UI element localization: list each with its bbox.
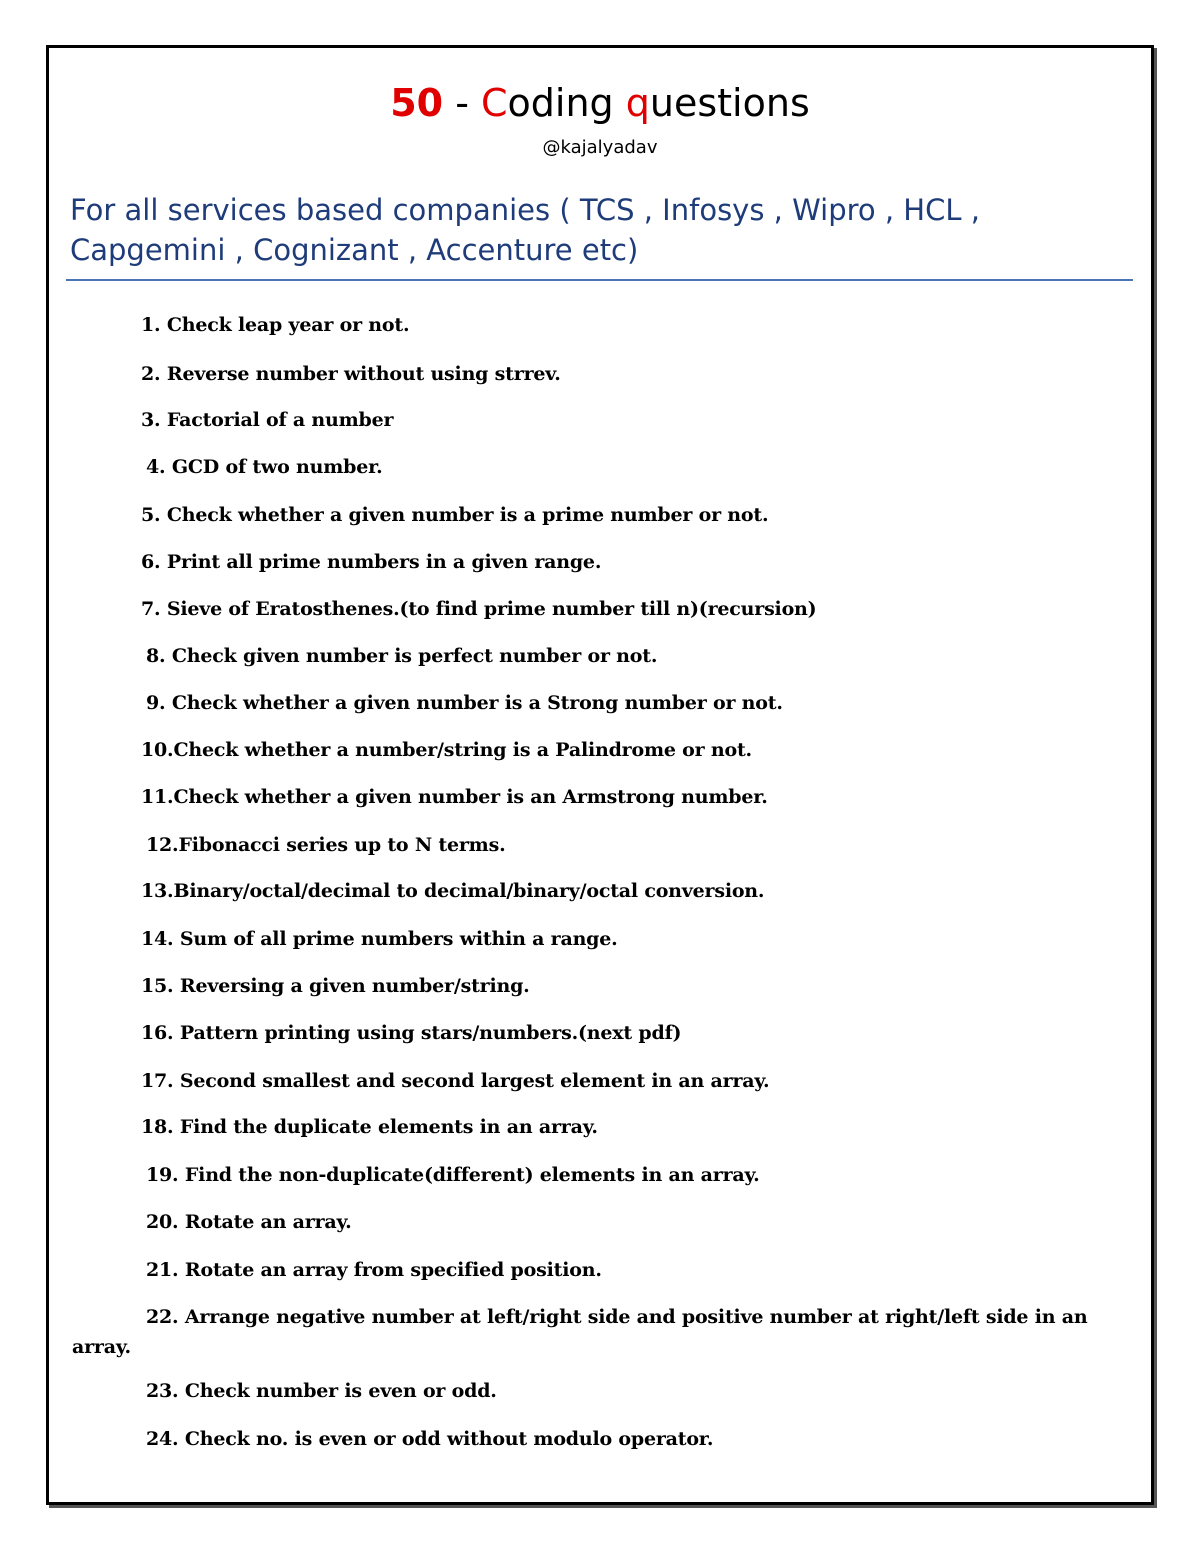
question-number: 16.	[141, 1022, 174, 1044]
page-title	[0, 78, 1200, 128]
question-number: 9.	[146, 692, 166, 714]
question-number: 15.	[141, 975, 174, 997]
question-number: 21.	[146, 1259, 179, 1281]
question-number: 24.	[146, 1428, 179, 1450]
question-1	[141, 310, 409, 340]
question-number: 23.	[146, 1380, 179, 1402]
subtitle-line-1: For all services based companies ( TCS , Infosys , Wipro , HCL ,	[70, 193, 980, 227]
subtitle-line-2: Capgemini , Cognizant , Accenture etc)	[70, 233, 639, 267]
question-text: Find the non-duplicate(different) elements in an array.	[178, 1164, 760, 1186]
question-4	[146, 452, 383, 482]
question-24	[146, 1424, 713, 1454]
question-9	[146, 688, 783, 718]
title-q: q	[625, 81, 650, 125]
question-text: Rotate an array.	[178, 1211, 352, 1233]
question-6	[141, 547, 601, 577]
question-text: Reverse number without using strrev.	[160, 363, 561, 385]
question-text: Rotate an array from specified position.	[178, 1259, 602, 1281]
question-10	[141, 735, 752, 765]
question-14	[141, 924, 618, 954]
question-text: Find the duplicate elements in an array.	[173, 1116, 598, 1138]
question-text: Second smallest and second largest element in an array.	[173, 1070, 770, 1092]
question-number: 7.	[141, 598, 161, 620]
question-12	[146, 830, 506, 860]
author-handle: @kajalyadav	[542, 137, 658, 158]
question-number: 10.	[141, 739, 174, 761]
question-11	[141, 782, 768, 812]
question-text: Check given number is perfect number or not.	[165, 645, 658, 667]
question-number: 2.	[141, 363, 161, 385]
question-text: Arrange negative number at left/right side and positive number at right/left side in an array.	[72, 1306, 1088, 1358]
question-text: Sieve of Eratosthenes.(to find prime number till n)(recursion)	[160, 598, 817, 620]
question-text: GCD of two number.	[165, 456, 383, 478]
header-divider	[66, 279, 1133, 281]
subtitle	[70, 190, 1130, 270]
question-18	[141, 1112, 598, 1142]
question-22	[72, 1302, 1152, 1362]
question-number: 1.	[141, 314, 161, 336]
question-number: 8.	[146, 645, 166, 667]
title-c: C	[481, 81, 508, 125]
title-number: 50	[390, 81, 444, 125]
question-text: Fibonacci series up to N terms.	[178, 834, 506, 856]
question-number: 4.	[146, 456, 166, 478]
question-text: Check whether a given number is a Strong number or not.	[165, 692, 783, 714]
question-text: Reversing a given number/string.	[173, 975, 530, 997]
question-number: 20.	[146, 1211, 179, 1233]
question-text: Binary/octal/decimal to decimal/binary/octal conversion.	[173, 880, 765, 902]
question-text: Check number is even or odd.	[178, 1380, 497, 1402]
question-20	[146, 1207, 352, 1237]
question-3	[141, 405, 393, 435]
question-text: Check whether a given number is a prime number or not.	[160, 504, 769, 526]
question-text: Check whether a number/string is a Palindrome or not.	[173, 739, 752, 761]
question-text: Check leap year or not.	[160, 314, 410, 336]
question-16	[141, 1018, 681, 1048]
title-mid: oding	[507, 81, 626, 125]
title-dash: -	[443, 81, 481, 125]
question-number: 14.	[141, 928, 174, 950]
question-number: 12.	[146, 834, 179, 856]
question-text: Check whether a given number is an Armstrong number.	[173, 786, 768, 808]
title-end: uestions	[649, 81, 810, 125]
question-text: Pattern printing using stars/numbers.(next pdf)	[173, 1022, 682, 1044]
question-text: Factorial of a number	[160, 409, 394, 431]
question-text: Check no. is even or odd without modulo operator.	[178, 1428, 714, 1450]
question-number: 13.	[141, 880, 174, 902]
question-number: 11.	[141, 786, 174, 808]
question-number: 17.	[141, 1070, 174, 1092]
question-number: 18.	[141, 1116, 174, 1138]
question-5	[141, 500, 768, 530]
question-7	[141, 594, 816, 624]
question-23	[146, 1376, 497, 1406]
question-15	[141, 971, 530, 1001]
question-number: 22.	[146, 1306, 179, 1328]
question-17	[141, 1066, 769, 1096]
question-number: 5.	[141, 504, 161, 526]
question-text: Sum of all prime numbers within a range.	[173, 928, 618, 950]
question-8	[146, 641, 657, 671]
question-21	[146, 1255, 602, 1285]
question-2	[141, 359, 561, 389]
question-19	[146, 1160, 760, 1190]
question-13	[141, 876, 764, 906]
question-number: 19.	[146, 1164, 179, 1186]
question-number: 6.	[141, 551, 161, 573]
question-text: Print all prime numbers in a given range.	[160, 551, 602, 573]
question-number: 3.	[141, 409, 161, 431]
